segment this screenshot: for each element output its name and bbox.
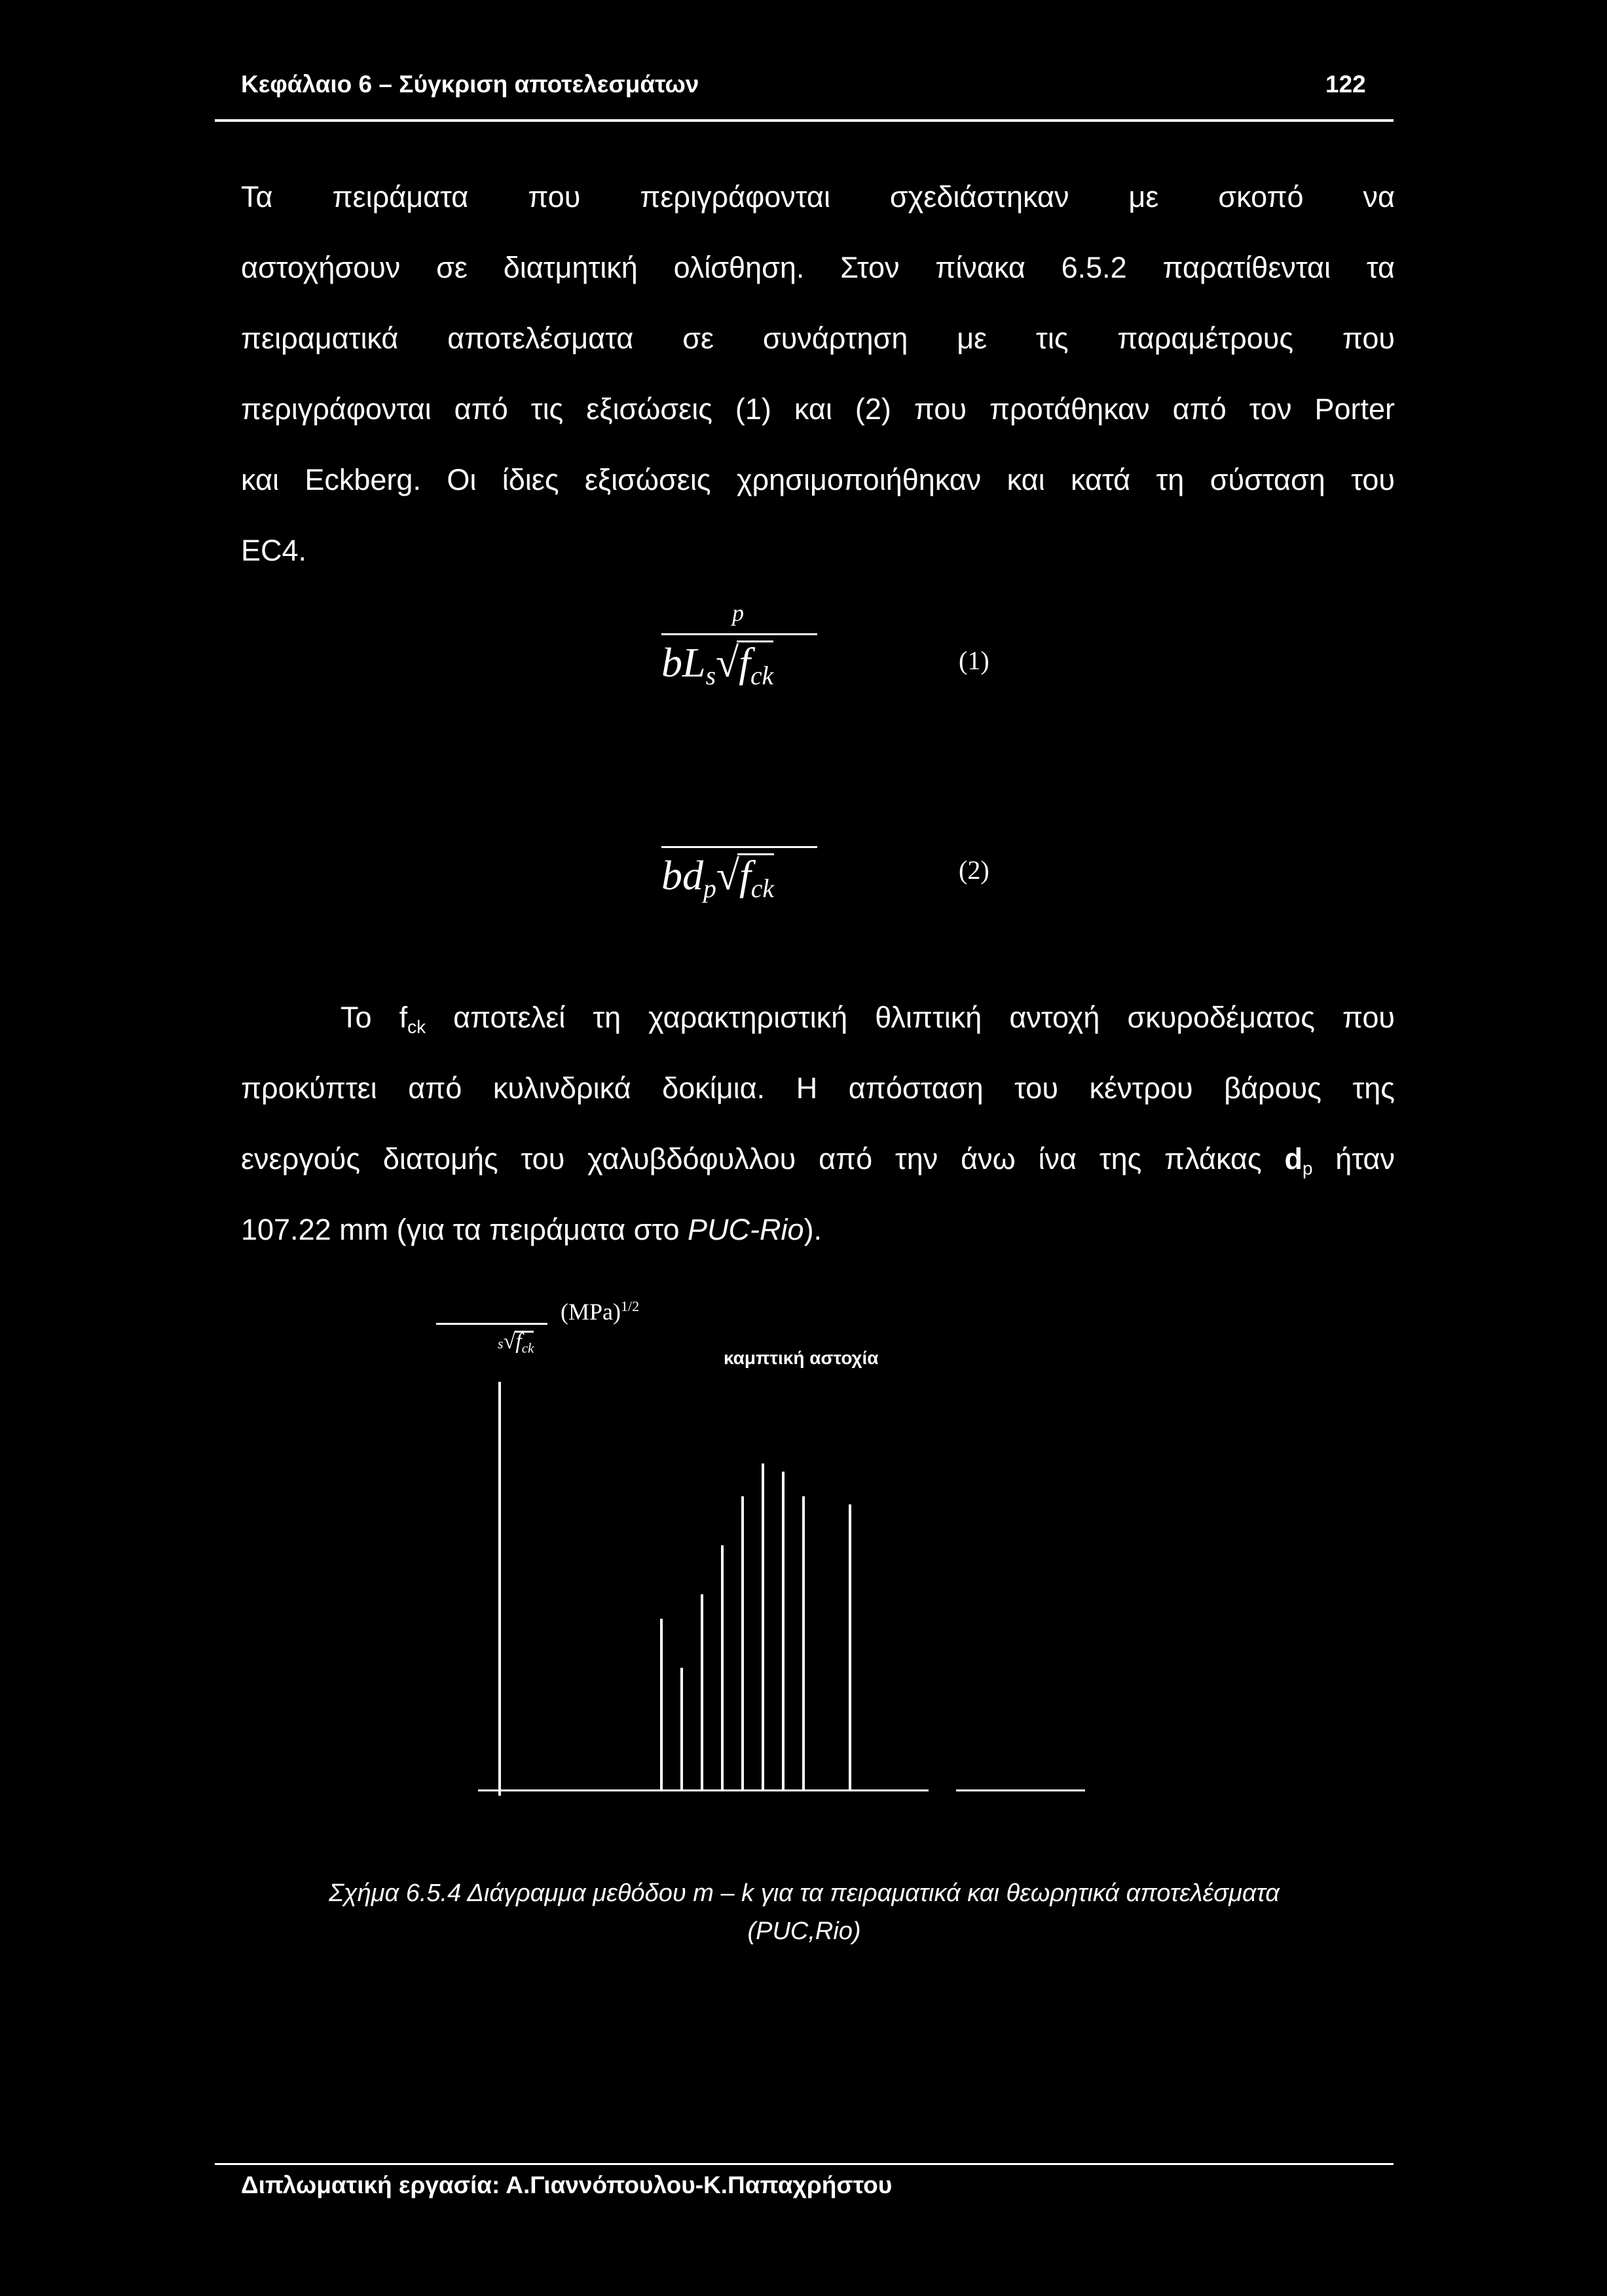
eq1-denominator bbox=[661, 639, 773, 691]
figure-plot bbox=[432, 1284, 1153, 1821]
header-rule bbox=[215, 119, 1394, 122]
equation-2 bbox=[661, 812, 819, 930]
fck-line-3: ενεργούς διατομής του χαλυβδόφυλλου από την άνω ίνα της πλάκας $d_p$ ήταν bbox=[241, 1142, 1395, 1179]
fck-line-1: Το $f_{ck}$ αποτελεί τη χαρακτηριστική θλιπτική αντοχή σκυροδέματος που bbox=[341, 1001, 1395, 1037]
caption-line-1: Σχήμα 6.5.4 Διάγραμμα μεθόδου m – k για τα πειραματικά και θεωρητικά αποτελέσματα bbox=[329, 1879, 1280, 1907]
yaxis-label: $s√f_{ck}$ bbox=[498, 1329, 534, 1356]
eq1-f: f bbox=[739, 639, 750, 686]
intro-line: αστοχήσουν σε διατμητική ολίσθηση. Στον πίνακα 6.5.2 παρατίθενται τα bbox=[241, 251, 1395, 284]
chapter-title: Κεφάλαιο 6 – Σύγκριση αποτελεσμάτων bbox=[241, 71, 699, 98]
eq2-denominator bbox=[661, 851, 774, 904]
fck-line-4: 107.22 mm (για τα πειράματα στο PUC-Rio). bbox=[241, 1213, 822, 1246]
footer-rule bbox=[215, 2163, 1394, 2165]
yaxis-unit: (MPa)$^{1/2}$ bbox=[561, 1298, 640, 1325]
intro-line: EC4. bbox=[241, 534, 307, 567]
equation-1 bbox=[661, 599, 819, 717]
intro-paragraph bbox=[241, 162, 1395, 586]
eq2-sub-ck: ck bbox=[750, 874, 774, 903]
caption-line-2: (PUC,Rio) bbox=[747, 1917, 861, 1945]
page-number: 122 bbox=[1325, 71, 1366, 98]
intro-line: Τα πειράματα που περιγράφονται σχεδιάστηκαν με σκοπό να bbox=[241, 180, 1395, 213]
eq2-radical: $√f_{ck}$ bbox=[716, 852, 774, 903]
eq1-radical: $√f_{ck}$ bbox=[716, 639, 774, 690]
footer-text: Διπλωματική εργασία: Α.Γιαννόπουλου-Κ.Παπαχρήστου bbox=[241, 2172, 893, 2198]
eq1-sub-ck: ck bbox=[750, 661, 774, 690]
fck-line-2: προκύπτει από κυλινδρικά δοκίμια. Η απόσταση του κέντρου βάρους της bbox=[241, 1071, 1395, 1105]
eq2-sub-p: p bbox=[703, 874, 716, 903]
intro-line: περιγράφονται από τις εξισώσεις (1) και (2) που προτάθηκαν από τον Porter bbox=[241, 392, 1395, 426]
intro-line: και Eckberg. Οι ίδιες εξισώσεις χρησιμοποιήθηκαν και κατά τη σύσταση του bbox=[241, 463, 1395, 496]
fck-paragraph bbox=[241, 982, 1395, 1265]
eq2-f: f bbox=[739, 852, 751, 898]
figure bbox=[432, 1284, 1153, 1821]
eq1-sub-s: s bbox=[705, 661, 716, 690]
eq1-bl: bL bbox=[661, 639, 706, 686]
figure-caption bbox=[215, 1874, 1394, 1950]
eq2-bd: bd bbox=[661, 852, 703, 898]
eq2-fraction-bar bbox=[661, 846, 817, 848]
eq1-numerator: p bbox=[732, 600, 744, 626]
equation-2-number: (2) bbox=[959, 855, 989, 885]
figure-legend: καμπτική αστοχία bbox=[724, 1348, 879, 1368]
intro-line: πειραματικά αποτελέσματα σε συνάρτηση με τις παραμέτρους που bbox=[241, 322, 1395, 355]
eq1-fraction-bar bbox=[661, 633, 817, 635]
equation-1-number: (1) bbox=[959, 646, 989, 675]
